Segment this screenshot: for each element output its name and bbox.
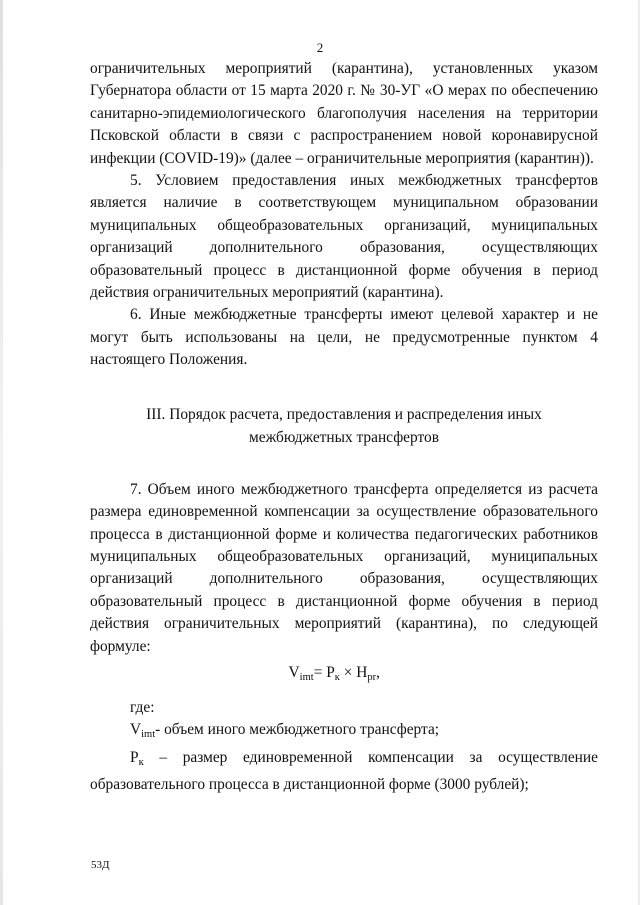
definition-p-text: – размер единовременной компенсации за осуществление образовательного процесса в дистанционной форме (3000 рублей); <box>90 748 598 794</box>
section-heading-line-2: межбюджетных трансфертов <box>249 428 439 446</box>
definition-p-symbol: P <box>130 748 139 766</box>
document-body <box>90 58 598 797</box>
formula-v-subscript: imt <box>299 671 314 683</box>
definition-p <box>90 747 598 797</box>
formula-v: V <box>288 663 300 681</box>
scan-edge-left <box>0 0 3 905</box>
definition-v <box>90 719 598 746</box>
formula-p-subscript: к <box>334 671 340 683</box>
formula <box>90 660 598 691</box>
formula-comma: , <box>376 663 380 681</box>
definition-v-text: - объем иного межбюджетного трансферта; <box>155 721 440 739</box>
definition-p-subscript: к <box>138 756 144 768</box>
paragraph-6: 6. Иные межбюджетные трансферты имеют целевой характер и не могут быть использованы на цели, не предусмотренные пунктом 4 настоящего Положения. <box>90 306 598 369</box>
paragraph-continuation: ограничительных мероприятий (карантина), установленных указом Губернатора области от 15 марта 2020 г. № 30-УГ «О мерах по обеспечению санитарно-эпидемиологического благополучия населения на территории Псковской области в связи с распространением новой коронавирусной инфекции (COVID-19)» (далее – ограничительные мероприятия (карантин)). <box>90 60 598 167</box>
formula-h-subscript: pr <box>367 671 377 683</box>
where-label: где: <box>130 698 155 716</box>
definition-v-symbol: V <box>130 721 142 739</box>
definition-v-subscript: imt <box>141 729 156 741</box>
paragraph-5: 5. Условием предоставления иных межбюджетных трансфертов является наличие в соответствующем муниципальном образовании муниципальных общеобразовательных организаций, муниципальных организаций дополнительного образования, осуществляющих образовательный процесс в дистанционной форме обучения в период действия ограничительных мероприятий (карантина). <box>90 172 598 302</box>
section-heading <box>90 403 598 449</box>
footer-code: 53Д <box>91 859 110 871</box>
section-heading-line-1: III. Порядок расчета, предоставления и распределения иных <box>146 405 542 423</box>
page-number: 2 <box>316 40 324 55</box>
formula-equals-p: = P <box>313 663 335 681</box>
paragraph-7: 7. Объем иного межбюджетного трансферта определяется из расчета размера единовременной компенсации за осуществление образовательного процесса в дистанционной форме и количества педагогических работников муниципальных общеобразовательных организаций, муниципальных организаций дополнительного образования, осуществляющих образовательный процесс в дистанционной форме обучения в период действия ограничительных мероприятий (карантина), по следующей формуле: <box>90 480 598 655</box>
formula-times-h: × H <box>339 663 368 681</box>
